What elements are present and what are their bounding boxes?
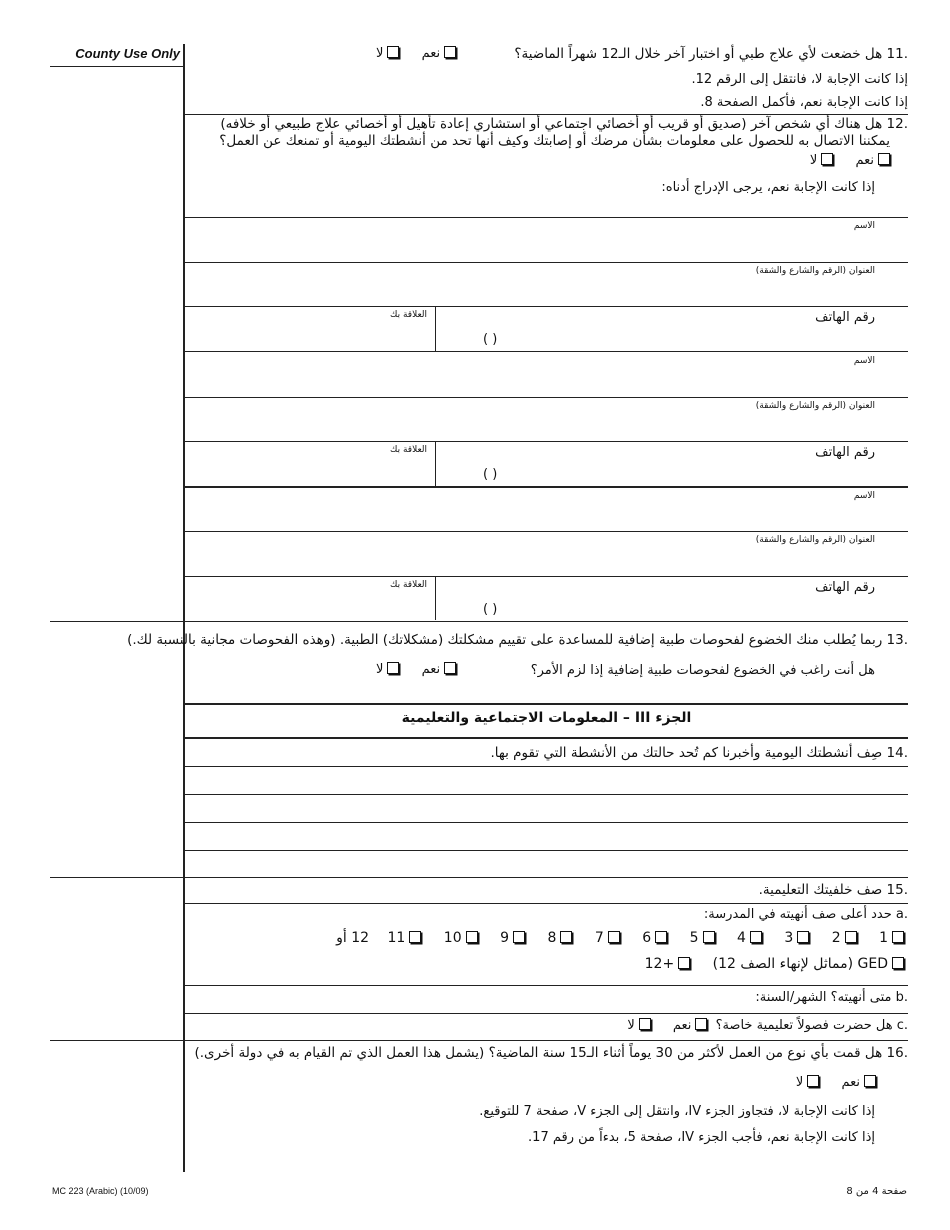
divider bbox=[185, 703, 908, 705]
q15-question: .15 صف خلفيتك التعليمية. bbox=[758, 882, 908, 898]
divider bbox=[185, 441, 908, 442]
grade-8-checkbox[interactable] bbox=[560, 931, 572, 943]
divider bbox=[185, 262, 908, 263]
q13-yes-checkbox[interactable] bbox=[444, 662, 456, 674]
grade-3-checkbox[interactable] bbox=[797, 931, 809, 943]
grade-1-checkbox[interactable] bbox=[892, 931, 904, 943]
divider bbox=[185, 114, 908, 115]
divider bbox=[185, 486, 908, 488]
divider bbox=[185, 351, 908, 352]
contact2-phone-label: رقم الهاتف bbox=[815, 445, 875, 460]
contact2-phone-input[interactable]: ( ) bbox=[483, 467, 498, 482]
divider bbox=[185, 576, 908, 577]
q14-answer-line[interactable] bbox=[185, 794, 908, 795]
q12-no-checkbox[interactable] bbox=[821, 153, 833, 165]
divider bbox=[50, 1040, 908, 1041]
contact1-name-label: الاسم bbox=[853, 221, 875, 231]
q16-options: نعم لا bbox=[782, 1075, 880, 1090]
form-id: MC 223 (Arabic) (10/09) bbox=[52, 1186, 149, 1196]
grade-6-checkbox[interactable] bbox=[655, 931, 667, 943]
divider bbox=[185, 1013, 908, 1014]
contact2-name-label: الاسم bbox=[853, 356, 875, 366]
contact3-name-label: الاسم bbox=[853, 491, 875, 501]
grade-10-checkbox[interactable] bbox=[466, 931, 478, 943]
page-number: صفحة 4 من 8 bbox=[846, 1186, 907, 1197]
county-underline bbox=[50, 66, 184, 67]
contact3-relation-label: العلاقة بك bbox=[390, 580, 428, 590]
q15c-no-checkbox[interactable] bbox=[639, 1018, 651, 1030]
divider bbox=[50, 877, 908, 878]
divider bbox=[185, 397, 908, 398]
divider bbox=[185, 985, 908, 986]
sidebar-divider bbox=[183, 44, 185, 1172]
plus12-checkbox[interactable] bbox=[678, 957, 690, 969]
ged-checkbox[interactable] bbox=[892, 957, 904, 969]
part3-title: الجزء III – المعلومات الاجتماعية والتعليمية bbox=[401, 710, 692, 726]
q11-no-checkbox[interactable] bbox=[387, 46, 399, 58]
q12-yes-checkbox[interactable] bbox=[878, 153, 890, 165]
grade-4-checkbox[interactable] bbox=[750, 931, 762, 943]
grade-7-checkbox[interactable] bbox=[608, 931, 620, 943]
q15c-row: .c هل حضرت فصولاً تعليمية خاصة؟ نعم لا bbox=[627, 1018, 908, 1033]
divider bbox=[185, 531, 908, 532]
q13-question: .13 ربما يُطلب منك الخضوع لفحوصات طبية إضافية للمساعدة على تقييم مشكلتك (مشكلاتك) الطبية. (وهذه الفحوصات مجانية بالنسبة لك.) bbox=[127, 632, 908, 648]
q16-yes-checkbox[interactable] bbox=[864, 1075, 876, 1087]
divider bbox=[185, 903, 908, 904]
divider bbox=[435, 441, 436, 486]
q14-question: .14 صِف أنشطتك اليومية وأخبرنا كم تُحد حالتك من الأنشطة التي تقوم بها. bbox=[490, 745, 908, 761]
q16-question: .16 هل قمت بأي نوع من العمل لأكثر من 30 يوماً أثناء الـ15 سنة الماضية؟ (يشمل هذا العمل الذي تم القيام به في دولة أخرى.) bbox=[194, 1045, 908, 1061]
contact3-phone-input[interactable]: ( ) bbox=[483, 602, 498, 617]
q14-answer-line[interactable] bbox=[185, 766, 908, 767]
q15a-grades: 1 2 3 4 5 6 7 8 9 10 11 12 أو bbox=[322, 930, 908, 946]
q12-options: نعم لا bbox=[796, 153, 894, 168]
contact1-address-label: العنوان (الرقم والشارع والشقة) bbox=[755, 266, 875, 276]
q15b-label: .b متى أنهيته؟ الشهر/السنة: bbox=[755, 990, 908, 1005]
q16-if-yes: إذا كانت الإجابة نعم، فأجب الجزء IV، صفحة 5، بدءاً من رقم 17. bbox=[528, 1130, 875, 1145]
q11-question: .11 هل خضعت لأي علاج طبي أو اختبار آخر خلال الـ12 شهراً الماضية؟ bbox=[514, 46, 908, 62]
q15c-yes-checkbox[interactable] bbox=[695, 1018, 707, 1030]
contact3-address-label: العنوان (الرقم والشارع والشقة) bbox=[755, 535, 875, 545]
contact1-phone-input[interactable]: ( ) bbox=[483, 332, 498, 347]
q13-options: نعم لا bbox=[362, 662, 460, 677]
divider bbox=[185, 217, 908, 218]
q12-question-line2: يمكننا الاتصال به للحصول على معلومات بشأن مرضك أو إصابتك وكيف أنها تحد من أنشطتك اليومية أو تمنعك عن العمل؟ bbox=[219, 133, 890, 149]
q14-answer-line[interactable] bbox=[185, 822, 908, 823]
q12-instruction: إذا كانت الإجابة نعم، يرجى الإدراج أدناه: bbox=[661, 180, 875, 195]
q11-if-yes: إذا كانت الإجابة نعم، فأكمل الصفحة 8. bbox=[700, 95, 908, 110]
grade-2-checkbox[interactable] bbox=[845, 931, 857, 943]
divider bbox=[435, 576, 436, 620]
contact1-phone-label: رقم الهاتف bbox=[815, 310, 875, 325]
q13-no-checkbox[interactable] bbox=[387, 662, 399, 674]
grade-5-checkbox[interactable] bbox=[703, 931, 715, 943]
q14-answer-line[interactable] bbox=[185, 850, 908, 851]
q11-if-no: إذا كانت الإجابة لا، فانتقل إلى الرقم 12. bbox=[691, 72, 908, 87]
grade-11-checkbox[interactable] bbox=[409, 931, 421, 943]
q12-question-line1: .12 هل هناك أي شخص آخر (صديق أو قريب أو أخصائي اجتماعي أو استشاري إعادة تأهيل أو أخصائي علاج طبيعي أو خلافه) bbox=[220, 116, 908, 132]
divider bbox=[185, 306, 908, 307]
divider bbox=[50, 621, 908, 622]
q11-options: نعم لا bbox=[362, 46, 460, 61]
grade-9-checkbox[interactable] bbox=[513, 931, 525, 943]
county-use-only-label: County Use Only bbox=[75, 46, 180, 61]
divider bbox=[185, 737, 908, 739]
contact3-phone-label: رقم الهاتف bbox=[815, 580, 875, 595]
q15a-ged-row: GED (مماثل لإنهاء الصف 12) +12 bbox=[631, 956, 908, 972]
q16-if-no: إذا كانت الإجابة لا، فتجاوز الجزء IV، وانتقل إلى الجزء V، صفحة 7 للتوقيع. bbox=[479, 1104, 875, 1119]
contact2-address-label: العنوان (الرقم والشارع والشقة) bbox=[755, 401, 875, 411]
q13-sub-question: هل أنت راغب في الخضوع لفحوصات طبية إضافية إذا لزم الأمر؟ bbox=[530, 663, 875, 678]
contact2-relation-label: العلاقة بك bbox=[390, 445, 428, 455]
q16-no-checkbox[interactable] bbox=[807, 1075, 819, 1087]
q15a-label: .a حدد أعلى صف أنهيته في المدرسة: bbox=[703, 907, 908, 922]
q11-yes-checkbox[interactable] bbox=[444, 46, 456, 58]
divider bbox=[435, 306, 436, 351]
contact1-relation-label: العلاقة بك bbox=[390, 310, 428, 320]
